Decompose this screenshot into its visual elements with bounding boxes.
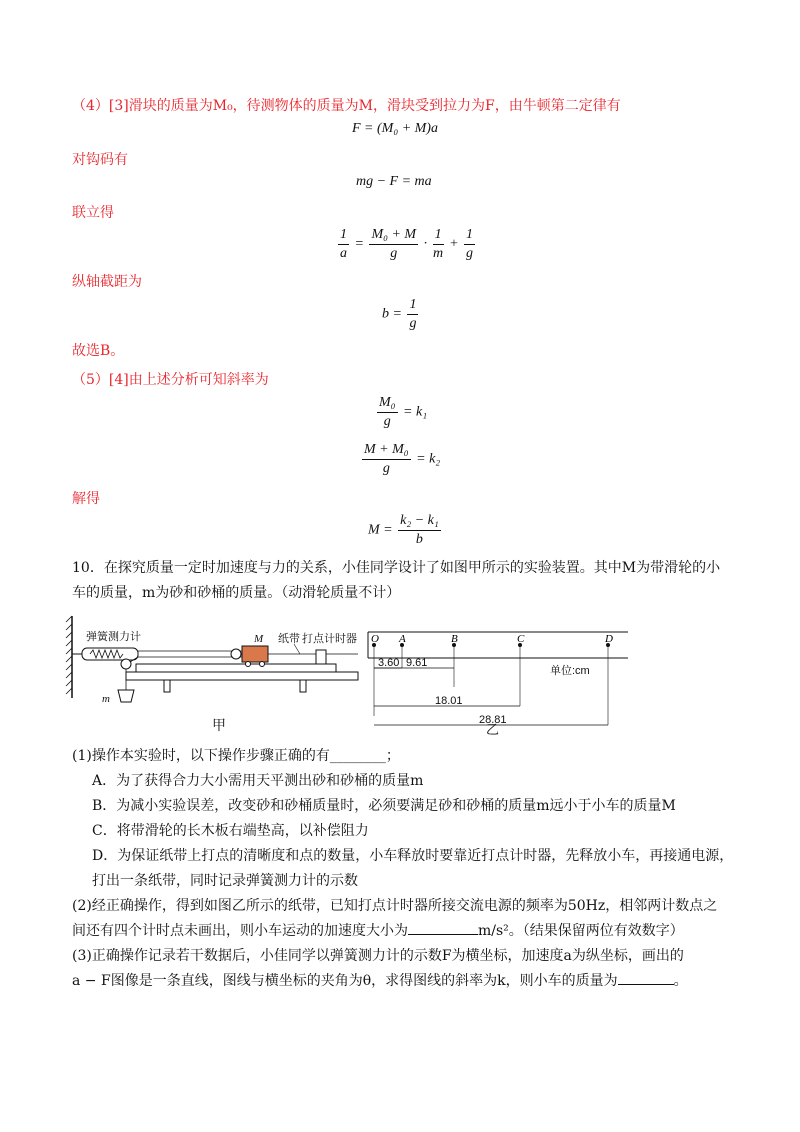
equation-slope1: $\frac{\text{M₀}}{g}$ = k₁	[379, 395, 428, 429]
dimension-value: 28.81	[479, 714, 507, 726]
option-d-line2: 打出一条纸带，同时记录弹簧测力计的示数	[92, 873, 358, 889]
caption-jia: 甲	[212, 718, 226, 734]
cart-label: M	[254, 633, 264, 645]
mass-blank[interactable]	[618, 984, 674, 985]
equation-slope2: $\frac{\text{M + M₀}}{g}$ = k₂	[364, 442, 441, 476]
dimension-value: 3.60	[378, 657, 400, 669]
bucket-label: m	[102, 693, 110, 705]
question-3-line2: a − F图像是一条直线，图线与横坐标的夹角为θ，求得图线的斜率为k，则小车的质量为 。	[72, 973, 688, 989]
dimension-value: 18.01	[435, 695, 463, 707]
equation-mass-result: M = $\frac{\text{k₂ − k₁}}{b}$	[368, 513, 439, 547]
cart	[242, 646, 268, 662]
sand-bucket	[118, 690, 134, 702]
dimension-value: 9.61	[406, 657, 428, 669]
part5-intro: （5）[4]由上述分析可知斜率为	[72, 372, 269, 388]
intercept-label: 纵轴截距为	[72, 274, 142, 290]
equation-weights: mg − F = ma	[356, 174, 432, 189]
pulley	[121, 659, 131, 669]
equation-newton-block: F = (M₀ + M)a	[352, 121, 438, 136]
combine-label: 联立得	[72, 205, 114, 221]
part4-intro: （4）[3]滑块的质量为M₀，待测物体的质量为M，滑块受到拉力为F，由牛顿第二定律有	[72, 98, 621, 114]
question-1: (1)操作本实验时，以下操作步骤正确的有________；	[72, 748, 400, 764]
choice-answer: 故选B。	[72, 343, 125, 359]
option-c: C．将带滑轮的长木板右端垫高，以补偿阻力	[92, 823, 369, 839]
caption-yi: 乙	[486, 723, 500, 738]
solve-label: 解得	[72, 491, 100, 507]
tape-point-label: C	[517, 633, 525, 645]
timer-label: 打点计时器	[302, 633, 357, 645]
figure-tape	[364, 624, 634, 742]
option-d-line1: D．为保证纸带上打点的清晰度和点的数量，小车释放时要靠近打点计时器，先释放小车，再接通电源，	[92, 848, 734, 864]
weights-label: 对钩码有	[72, 152, 128, 168]
unit-label: 单位:cm	[550, 665, 590, 677]
spring-scale-label: 弹簧测力计	[86, 631, 141, 643]
tape-point-label: D	[605, 633, 613, 645]
question-3-line1: (3)正确操作记录若干数据后，小佳同学以弹簧测力计的示数F为横坐标，加速度a为纵坐标，画出的	[72, 948, 684, 964]
question-stem-line2: 车的质量，m为砂和砂桶的质量。（动滑轮质量不计）	[72, 585, 401, 601]
equation-intercept: b = $\frac{1}{g}$	[382, 297, 417, 331]
equation-combined: $\frac{1}{a}$ = $\frac{\text{M₀ + M}}{g}$ · $\frac{1}{m}$ + $\frac{1}{g}$	[340, 227, 474, 261]
timer	[316, 650, 326, 664]
figure-apparatus	[64, 612, 364, 742]
question-2-line2: 间还有四个计时点未画出，则小车运动的加速度大小为 m/s²。（结果保留两位有效数字）	[72, 923, 684, 939]
tape-point-label: B	[451, 633, 458, 645]
tape-point-label: A	[399, 633, 406, 645]
option-b: B．为减小实验误差，改变砂和砂桶质量时，必须要满足砂和砂桶的质量m远小于小车的质量M	[92, 798, 676, 814]
question-2-line1: (2)经正确操作，得到如图乙所示的纸带，已知打点计时器所接交流电源的频率为50Hz，相邻两计数点之	[72, 898, 718, 914]
long-board	[126, 672, 358, 680]
tape-label: 纸带	[278, 633, 300, 645]
tape-point-label: O	[371, 633, 379, 645]
question-stem-line1: 10．在探究质量一定时加速度与力的关系，小佳同学设计了如图甲所示的实验装置。其中M为带滑轮的小	[72, 560, 721, 576]
option-a: A．为了获得合力大小需用天平测出砂和砂桶的质量m	[92, 773, 424, 789]
acceleration-blank[interactable]	[408, 934, 478, 935]
